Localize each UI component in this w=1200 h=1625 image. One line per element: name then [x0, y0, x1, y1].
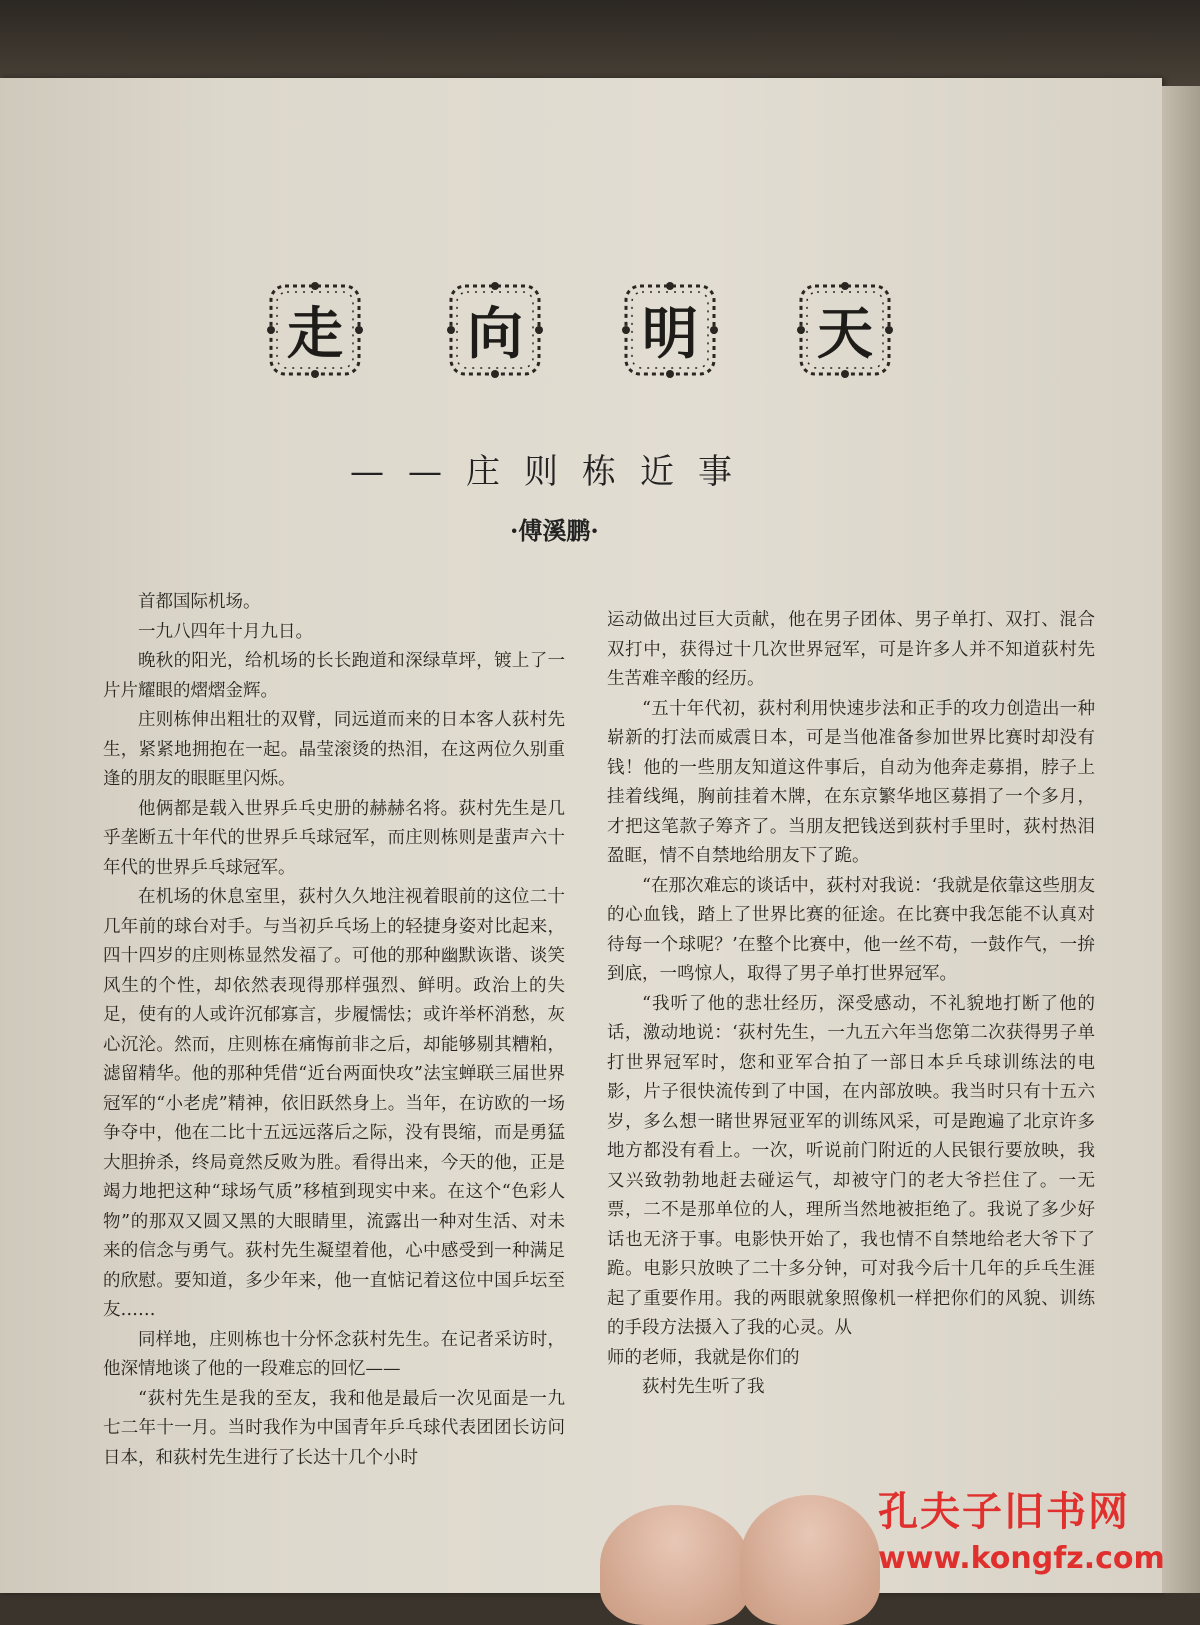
site-watermark	[878, 1480, 1178, 1590]
title-char: 明	[642, 302, 698, 367]
left-text-column	[103, 588, 565, 1473]
paragraph: 首都国际机场。	[138, 592, 261, 612]
title-char-frame-3	[620, 280, 720, 380]
title-char: 走	[287, 302, 343, 367]
title-char-frame-1	[265, 280, 365, 380]
paragraph: 荻村先生听了我	[642, 1377, 765, 1397]
watermark-site-name: 孔夫子旧书网	[878, 1489, 1130, 1535]
paragraph: 一九八四年十月九日。	[138, 621, 313, 642]
paragraph: 在机场的休息室里，荻村久久地注视着眼前的这位二十几年前的球台对手。与当初乒乓场上的轻捷身姿对比起来，四十四岁的庄则栋显然发福了。可他的那种幽默诙谐、谈笑风生的个性，却依然表现得那样强烈、鲜明。政治上的失足，使有的人或许沉郁寡言，步履懦怯；或许举杯消愁，灰心沉沦。然而，庄则栋在痛悔前非之后，却能够剔其糟粕，滤留精华。他的那种凭借“近台两面快攻”法宝蝉联三届世界冠军的“小老虎”精神，依旧跃然身上。当年，在访欧的一场争夺中，他在二比十五远远落后之际，没有畏缩，而是勇猛大胆拚杀，终局竟然反败为胜。看得出来，今天的他，正是竭力地把这种“球场气质”移植到现实中来。在这个“色彩人物”的那双又圆又黑的大眼睛里，流露出一种对生活、对未来的信念与勇气。荻村先生凝望着他，心中感受到一种满足的欣慰。要知道，多少年来，他一直惦记着这位中国乒坛至友……	[103, 887, 565, 1320]
right-text-column	[607, 606, 1095, 1403]
background-dark-surface	[0, 0, 1200, 90]
article-subtitle: ——庄则栋近事	[350, 452, 756, 492]
paragraph: 同样地，庄则栋也十分怀念荻村先生。在记者采访时，他深情地谈了他的一段难忘的回忆——	[103, 1329, 565, 1379]
paragraph: “荻村先生是我的至友，我和他是最后一次见面是一九七二年十一月。当时我作为中国青年乒乓球代表团团长访问日本，和荻村先生进行了长达十几个小时	[103, 1388, 565, 1468]
title-char-frame-2	[445, 280, 545, 380]
paragraph: “我听了他的悲壮经历，深受感动，不礼貌地打断了他的话，激动地说：‘荻村先生，一九五六年当您第二次获得男子单打世界冠军时，您和亚军合拍了一部日本乒乓球训练法的电影，片子很快流传到了中国，在内部放映。我当时只有十五六岁，多么想一睹世界冠亚军的训练风采，可是跑遍了北京许多地方都没有看上。一次，听说前门附近的人民银行要放映，我又兴致勃勃地赶去碰运气，却被守门的老大爷拦住了。一无票，二不是那单位的人，理所当然地被拒绝了。我说了多少好话也无济于事。电影快开始了，我也情不自禁地给老大爷下了跪。电影只放映了二十多分钟，可对我今后十几年的乒乓生涯起了重要作用。我的两眼就象照像机一样把你们的风貌、训练的手段方法摄入了我的心灵。从	[607, 993, 1095, 1338]
paragraph: “在那次难忘的谈话中，荻村对我说：‘我就是依靠这些朋友的心血钱，踏上了世界比赛的征途。在比赛中我怎能不认真对待每一个球呢？’在整个比赛中，他一丝不苟，一鼓作气，一拚到底，一鸣惊人，取得了男子单打世界冠军。	[607, 875, 1095, 984]
page-stack-edge	[1162, 86, 1200, 1593]
finger-occlusion	[740, 1495, 880, 1625]
article-title	[255, 270, 915, 420]
paragraph: 晚秋的阳光，给机场的长长跑道和深绿草坪，镀上了一片片耀眼的熠熠金辉。	[103, 651, 565, 701]
title-char-frame-4	[795, 280, 895, 380]
paragraph: 运动做出过巨大贡献，他在男子团体、男子单打、双打、混合双打中，获得过十几次世界冠军，可是许多人并不知道荻村先生苦难辛酸的经历。	[607, 610, 1095, 689]
paragraph: 庄则栋伸出粗壮的双臂，同远道而来的日本客人荻村先生，紧紧地拥抱在一起。晶莹滚烫的热泪，在这两位久别重逢的朋友的眼眶里闪烁。	[103, 710, 565, 789]
title-char: 天	[817, 302, 873, 367]
finger-occlusion	[600, 1505, 750, 1625]
article-author: ·傅溪鹏·	[510, 516, 599, 545]
paragraph: “五十年代初，荻村利用快速步法和正手的攻力创造出一种崭新的打法而威震日本，可是当他准备参加世界比赛时却没有钱！他的一些朋友知道这件事后，自动为他奔走募捐，脖子上挂着线绳，胸前挂着木牌，在东京繁华地区募捐了一个多月，才把这笔款子筹齐了。当朋友把钱送到荻村手里时，荻村热泪盈眶，情不自禁地给朋友下了跪。	[607, 698, 1095, 866]
watermark-url: www.kongfz.com	[878, 1541, 1165, 1576]
paragraph: 他俩都是载入世界乒乓史册的赫赫名将。荻村先生是几乎垄断五十年代的世界乒乓球冠军，而庄则栋则是蜚声六十年代的世界乒乓球冠军。	[103, 798, 565, 878]
paragraph: 师的老师，我就是你们的	[607, 1347, 800, 1368]
title-char: 向	[467, 302, 523, 367]
